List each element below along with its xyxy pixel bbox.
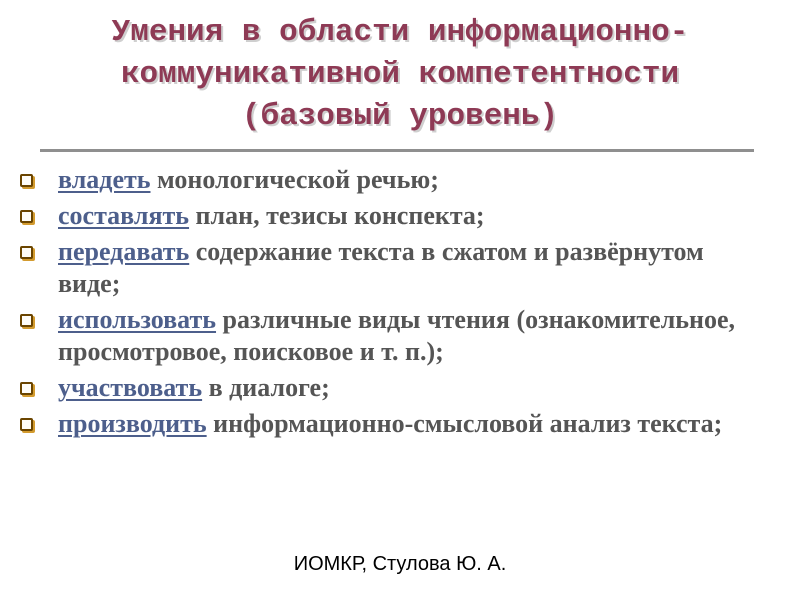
square-bullet-icon xyxy=(20,382,33,395)
title-divider xyxy=(40,149,754,152)
slide-title xyxy=(30,12,770,138)
skill-verb: составлять xyxy=(58,201,190,230)
skills-list xyxy=(20,164,770,444)
skill-text: содержание текста в сжатом и развёрнутом виде; xyxy=(58,237,704,298)
skill-verb: использовать xyxy=(58,305,217,334)
slide-title-line-3: (базовый уровень) xyxy=(241,99,559,134)
slide-title-line-1: Умения в области информационно- xyxy=(111,15,689,50)
square-bullet-icon xyxy=(20,174,33,187)
skill-text: информационно-смысловой анализ текста; xyxy=(206,409,723,438)
skill-item-3 xyxy=(20,236,770,300)
skill-text: монологической речью; xyxy=(150,165,439,194)
skill-verb: участвовать xyxy=(58,373,203,402)
slide-footer: ИОМКР, Стулова Ю. А. xyxy=(293,553,507,575)
skill-verb: владеть xyxy=(58,165,151,194)
skill-text: различные виды чтения (ознакомительное, просмотровое, поисковое и т. п.); xyxy=(58,305,736,366)
square-bullet-icon xyxy=(20,418,33,431)
skill-item-4 xyxy=(20,304,770,368)
skill-item-1 xyxy=(20,164,770,196)
skill-verb: передавать xyxy=(58,237,190,266)
skill-item-2 xyxy=(20,200,770,232)
slide-title-line-2: коммуникативной компетентности xyxy=(120,57,680,92)
skill-verb: производить xyxy=(58,409,207,438)
square-bullet-icon xyxy=(20,314,33,327)
square-bullet-icon xyxy=(20,210,33,223)
skill-text: план, тезисы конспекта; xyxy=(189,201,485,230)
skill-item-5 xyxy=(20,372,770,404)
skill-text: в диалоге; xyxy=(202,373,330,402)
skill-item-6 xyxy=(20,408,770,440)
square-bullet-icon xyxy=(20,246,33,259)
